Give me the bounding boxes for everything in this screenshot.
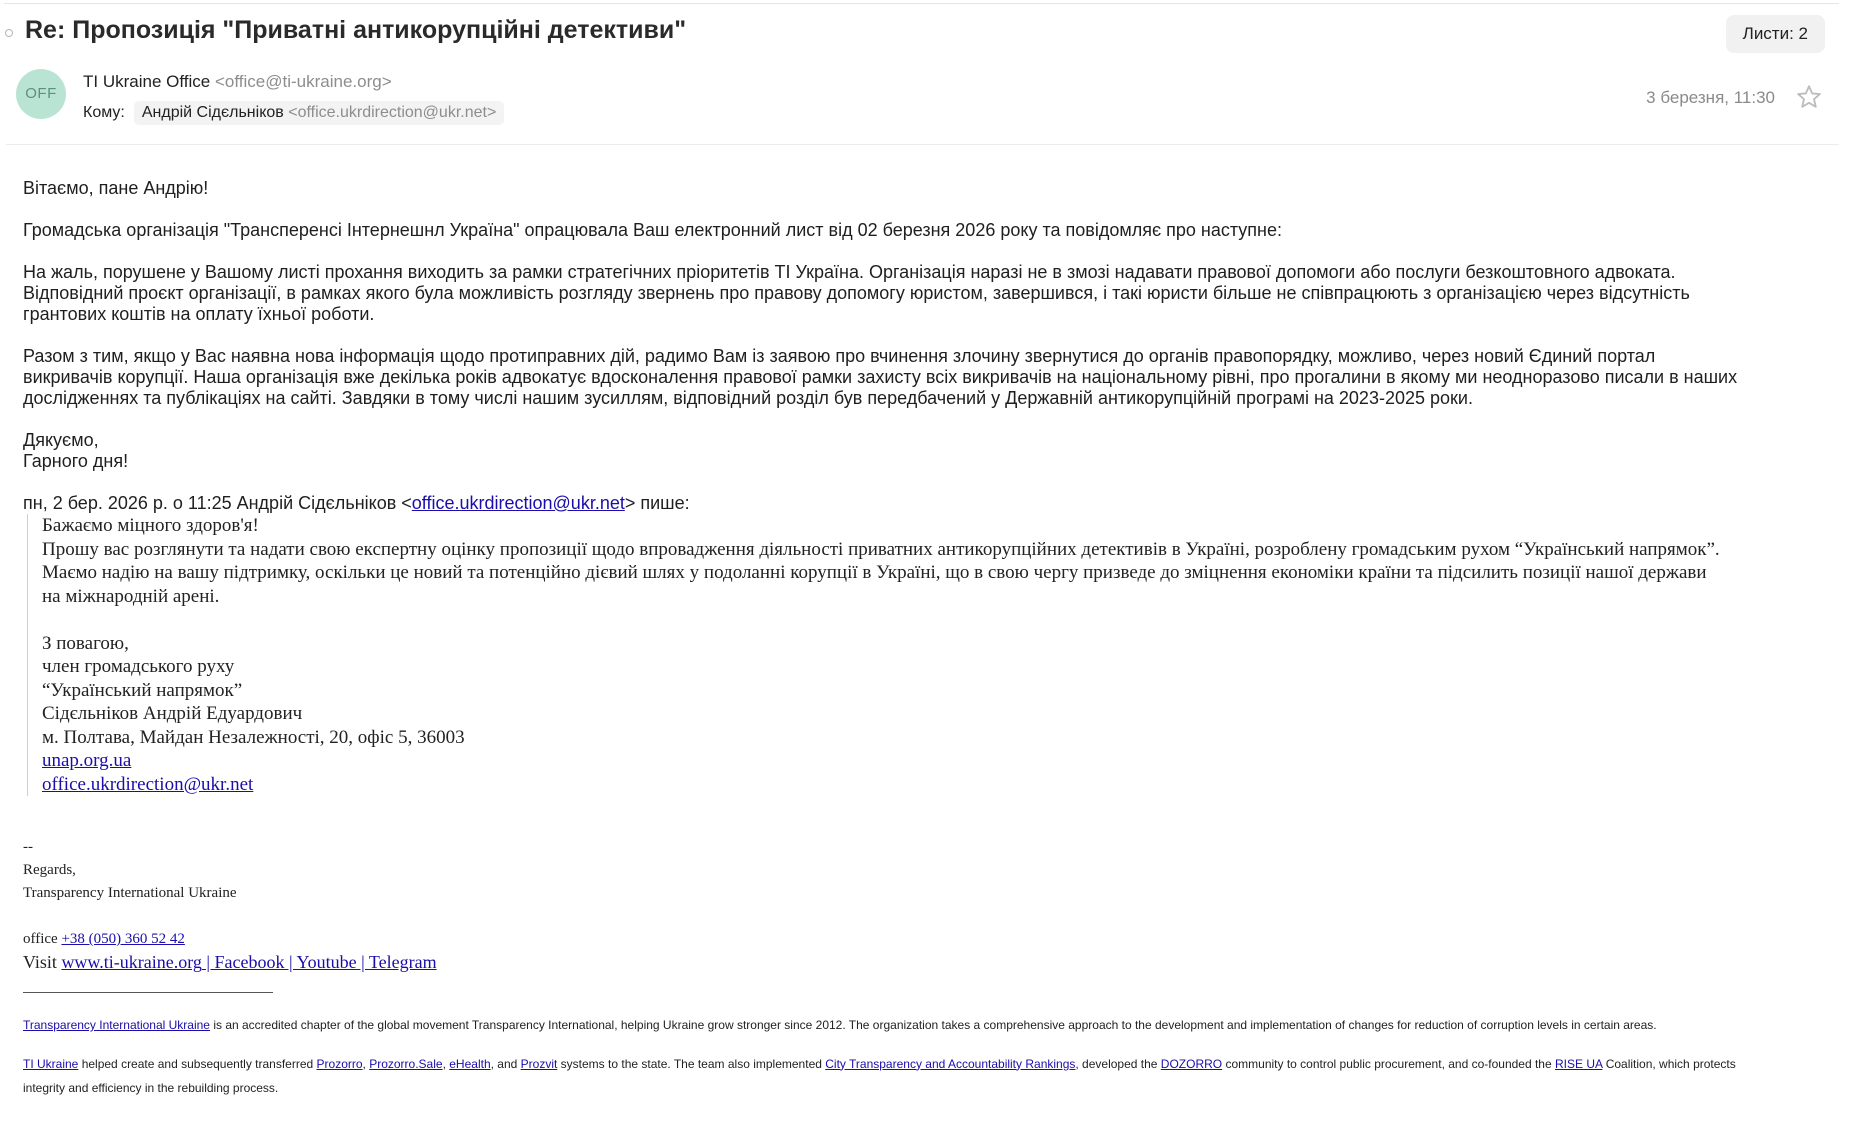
projects-text: community to control public procurement, and co-founded the xyxy=(1222,1056,1555,1071)
body-paragraph-3-line-2: викривачів корупції. Наша організація вже декілька років адвокатує вдосконалення правової рамки захисту всіх викривачів на національному рівні, про прогалини в якому ми неодноразово писали в наших xyxy=(23,367,1738,387)
recipient-name: Андрій Сідєльніков xyxy=(141,104,284,121)
recipient-chip[interactable] xyxy=(134,101,504,125)
quote-email-link[interactable]: office.ukrdirection@ukr.net xyxy=(42,773,254,795)
quote-line: Бажаємо міцного здоров'я! xyxy=(42,515,259,536)
separator[interactable]: | xyxy=(284,952,297,972)
signature-dashes: -- xyxy=(23,839,33,855)
to-label: Кому: xyxy=(83,104,125,121)
projects-text: Coalition, which protects xyxy=(1602,1056,1736,1071)
body-paragraph-3-line-1: Разом з тим, якщо у Вас наявна нова інформація щодо протиправних дій, радимо Вам із заявою про вчинення злочину звернутися до органів правопорядку, можливо, через новий Єдиний портал xyxy=(23,346,1656,366)
quote-line: Маємо надію на вашу підтримку, оскільки це новий та потенційно дієвий шлях у подоланні корупції в Україні, що в свою чергу призведе до зміцнення економіки країни та підсилить позиції нашої держави xyxy=(42,562,1707,583)
ti-ukraine-link[interactable]: TI Ukraine xyxy=(23,1056,79,1071)
projects-text: , developed the xyxy=(1075,1056,1161,1071)
body-paragraph-2-line-3: грантових коштів на оплату їхньої роботи. xyxy=(23,304,375,324)
telegram-link[interactable]: Telegram xyxy=(368,952,437,972)
recipient-email: <office.ukrdirection@ukr.net> xyxy=(288,104,497,121)
body-paragraph-3-line-3: дослідженнях та публікаціях на сайті. Завдяки в тому числі нашим зусиллям, відповідний розділ був передбачений у Державній антикорупційній програмі на 2023-2025 роки. xyxy=(23,388,1473,408)
quote-signature-line: м. Полтава, Майдан Незалежності, 20, офіс 5, 36003 xyxy=(42,726,465,748)
quote-header xyxy=(23,493,1828,514)
facebook-link[interactable]: Facebook xyxy=(214,952,285,972)
thread-count-badge[interactable]: Листи: 2 xyxy=(1726,15,1825,53)
quote-line: Прошу вас розглянути та надати свою експертну оцінку пропозиції щодо впровадження діяльності приватних антикорупційних детективів в Україні, розроблену громадським рухом “Український напрямок”. xyxy=(42,538,1720,560)
projects-text: helped create and subsequently transferred xyxy=(78,1056,317,1071)
separator[interactable]: | xyxy=(356,952,369,972)
quoted-message xyxy=(27,514,1828,796)
quote-header-text: пн, 2 бер. 2026 р. о 11:25 Андрій Сідєльніков < xyxy=(23,493,412,513)
ehealth-link[interactable]: eHealth xyxy=(449,1056,491,1071)
about-text: is an accredited chapter of the global movement Transparency International, helping Ukraine grow stronger since 2012. The organization takes a comprehensive approach to the development and implementation of changes for reduction of corruption levels in certain areas. xyxy=(209,1018,1657,1032)
separator[interactable]: | xyxy=(201,952,215,972)
projects-text: systems to the state. The team also implemented xyxy=(557,1056,826,1071)
rankings-link[interactable]: City Transparency and Accountability Rankings xyxy=(825,1056,1076,1071)
top-divider xyxy=(4,3,1839,4)
signature-regards: Regards, xyxy=(23,862,76,878)
about-paragraph xyxy=(23,1013,1828,1038)
quote-signature-line: “Український напрямок” xyxy=(42,679,243,701)
visit-label: Visit xyxy=(23,952,57,972)
greeting: Вітаємо, пане Андрію! xyxy=(23,178,209,198)
quote-line: на міжнародній арені. xyxy=(42,585,220,607)
quote-signature-line: З повагою, xyxy=(42,632,129,654)
quote-signature-line: Сідєльніков Андрій Едуардович xyxy=(42,703,303,724)
email-subject: Re: Пропозиція "Приватні антикорупційні детективи" xyxy=(25,16,687,44)
sender-email: <office@ti-ukraine.org> xyxy=(214,72,392,91)
quote-header-email-link[interactable]: office.ukrdirection@ukr.net xyxy=(411,493,625,513)
unread-dot-icon[interactable] xyxy=(5,29,13,37)
sender-name[interactable]: TI Ukraine Office xyxy=(83,72,211,91)
prozorro-link[interactable]: Prozorro xyxy=(316,1056,363,1071)
projects-text: , and xyxy=(490,1056,521,1071)
quote-site-link[interactable]: unap.org.ua xyxy=(42,750,132,771)
email-date: 3 березня, 11:30 xyxy=(1646,88,1775,107)
tiu-link[interactable]: Transparency International Ukraine xyxy=(23,1018,210,1032)
prozorro-sale-link[interactable]: Prozorro.Sale xyxy=(369,1056,443,1071)
signature-visit xyxy=(23,951,1828,974)
office-label: office xyxy=(23,931,58,947)
projects-text: integrity and efficiency in the rebuilding process. xyxy=(23,1081,279,1095)
email-body xyxy=(23,178,1828,1101)
rise-ua-link[interactable]: RISE UA xyxy=(1555,1056,1603,1071)
star-icon[interactable] xyxy=(1795,83,1823,111)
projects-text: , xyxy=(362,1056,370,1071)
header-divider xyxy=(6,144,1839,145)
dozorro-link[interactable]: DOZORRO xyxy=(1160,1056,1223,1071)
quote-signature-line: член громадського руху xyxy=(42,656,235,677)
prozvit-link[interactable]: Prozvit xyxy=(520,1056,558,1071)
site-link[interactable]: www.ti-ukraine.org xyxy=(61,952,202,972)
sender-avatar: OFF xyxy=(16,69,66,119)
recipient-line xyxy=(83,101,504,125)
projects-text: , xyxy=(442,1056,450,1071)
quote-header-suffix: > пише: xyxy=(624,493,690,513)
sender-line xyxy=(83,72,392,92)
signature-org: Transparency International Ukraine xyxy=(23,885,237,901)
phone-link[interactable]: +38 (050) 360 52 42 xyxy=(61,931,185,947)
projects-paragraph xyxy=(23,1052,1828,1101)
youtube-link[interactable]: Youtube xyxy=(296,952,357,972)
body-paragraph-1: Громадська організація "Трансперенсі Інтернешнл Україна" опрацювала Ваш електронний лист від 02 березня 2026 року та повідомляє про наступне: xyxy=(23,220,1283,240)
thanks-line: Дякуємо, xyxy=(23,430,99,450)
body-paragraph-2-line-1: На жаль, порушене у Вашому листі прохання виходить за рамки стратегічних пріоритетів ТІ Україна. Організація наразі не в змозі надавати правової допомоги або послуги безкоштовного адвоката. xyxy=(23,262,1676,282)
signature-office xyxy=(23,928,1828,951)
signature xyxy=(23,836,1828,993)
body-paragraph-2-line-2: Відповідний проєкт організації, в рамках якого була можливість розгляду звернень про правову допомогу юристом, завершився, і такі юристи більше не співпрацюють з організацією через відсутність xyxy=(23,283,1690,303)
goodday-line: Гарного дня! xyxy=(23,451,129,471)
